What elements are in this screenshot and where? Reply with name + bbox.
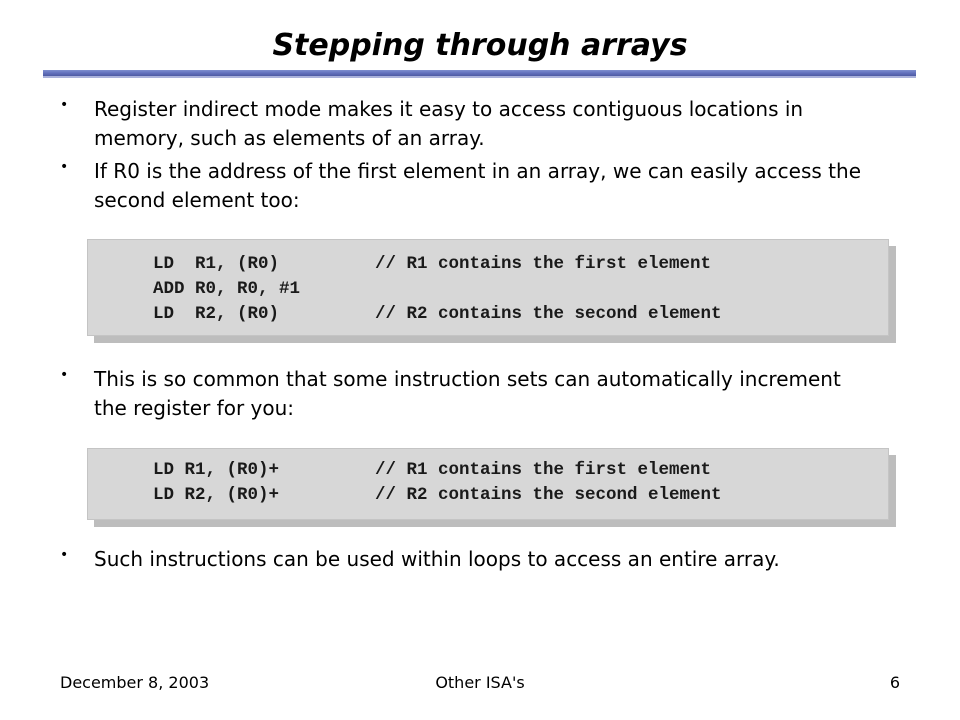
bullet-text: Register indirect mode makes it easy to access contiguous locations in memory, such as elements of an array. [94,97,804,150]
code-instruction: ADD R0, R0, #1 [153,279,301,299]
code-instruction: LD R1, (R0)+ [153,460,280,480]
code-instruction: LD R1, (R0) [153,254,280,274]
code-line [153,483,722,508]
bullet-text: Such instructions can be used within loops to access an entire array. [94,547,780,571]
code-block-2 [87,448,889,520]
code-line [153,252,711,277]
bullet-dot: • [60,97,69,113]
title-underline [43,70,916,76]
code-instruction: LD R2, (R0)+ [153,485,280,505]
code-comment: // R1 contains the first element [375,254,712,274]
footer-page-number: 6 [889,673,900,692]
bullet-dot: • [60,547,69,563]
code-comment: // R2 contains the second element [375,304,722,324]
code-block-1 [87,239,889,336]
code-line [153,302,722,327]
footer-date: December 8, 2003 [60,673,210,692]
code-line [153,458,711,483]
bullet-text: This is so common that some instruction sets can automatically increment the register for you: [94,367,841,420]
code-line [153,277,375,302]
code-comment: // R1 contains the first element [375,460,712,480]
bullet-dot: • [60,367,69,383]
footer-title: Other ISA's [435,673,525,692]
code-comment: // R2 contains the second element [375,485,722,505]
bullet-dot: • [60,159,69,175]
slide-title: Stepping through arrays [272,28,688,63]
code-instruction: LD R2, (R0) [153,304,280,324]
bullet-text: If R0 is the address of the first element in an array, we can easily access the second element too: [94,159,862,212]
